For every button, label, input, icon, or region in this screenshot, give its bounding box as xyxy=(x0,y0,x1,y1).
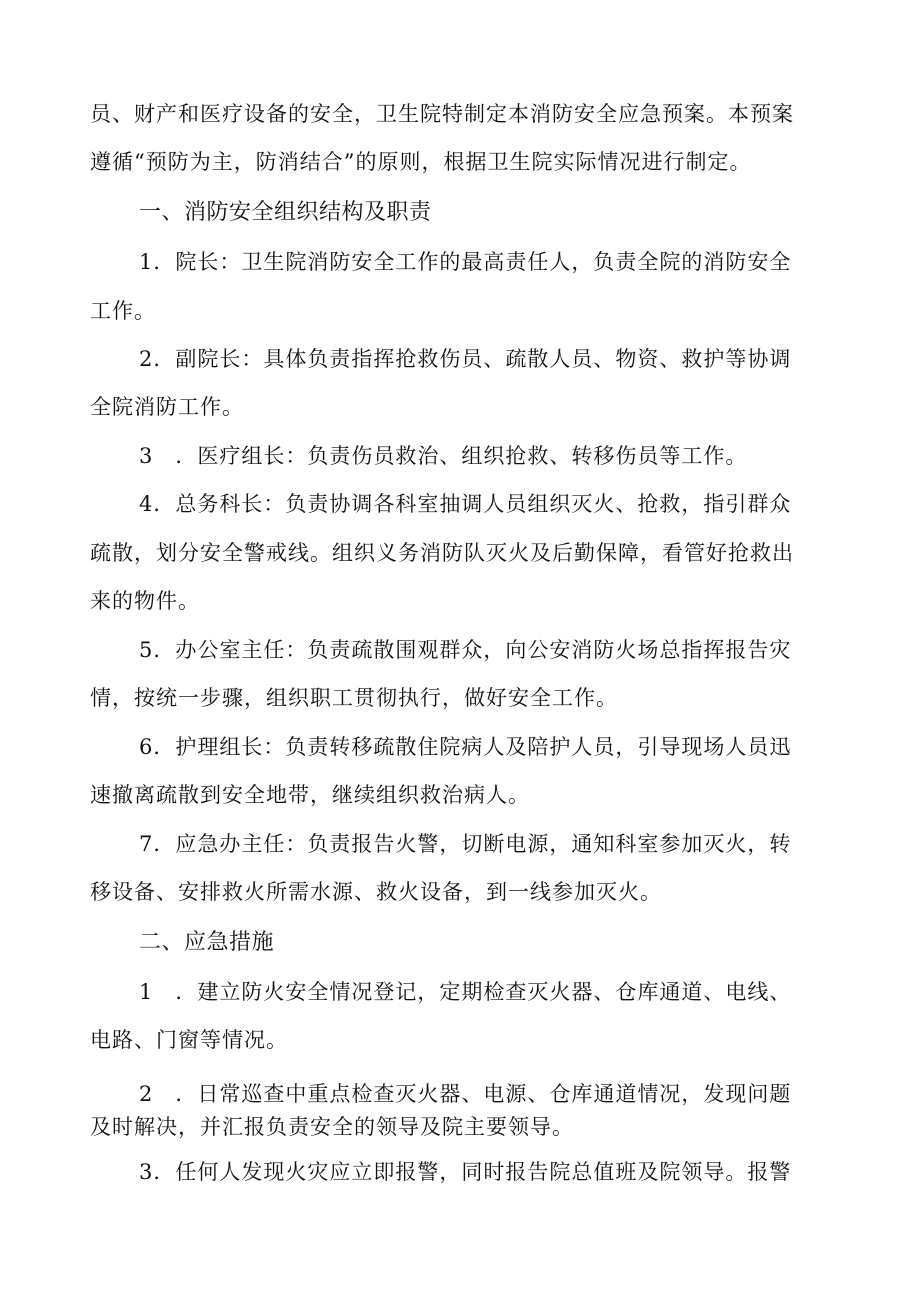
list-item-line: 来的物件。 xyxy=(90,589,200,613)
list-item-line: 6．护理组长：负责转移疏散住院病人及陪护人员，引导现场人员迅 xyxy=(139,735,792,759)
list-item-line: 电路、门窗等情况。 xyxy=(90,1028,288,1052)
list-item-line: 2．副院长：具体负责指挥抢救伤员、疏散人员、物资、救护等协调 xyxy=(139,347,792,371)
body-line: 遵循“预防为主，防消结合”的原则，根据卫生院实际情况进行制定。 xyxy=(90,150,752,174)
section-heading: 一、消防安全组织结构及职责 xyxy=(139,200,432,225)
list-item-line: 7．应急办主任：负责报告火警，切断电源，通知科室参加灭火，转 xyxy=(139,832,792,856)
list-item-line: 5．办公室主任：负责疏散围观群众，向公安消防火场总指挥报告灾 xyxy=(139,638,792,662)
list-item-line: 及时解决，并汇报负责安全的领导及院主要领导。 xyxy=(90,1115,574,1139)
list-item-line: 1．院长：卫生院消防安全工作的最高责任人，负责全院的消防安全 xyxy=(139,250,792,274)
list-item-line: 情，按统一步骤，组织职工贯彻执行，做好安全工作。 xyxy=(90,686,618,710)
list-item-line: 速撤离疏散到安全地带，继续组织救治病人。 xyxy=(90,783,530,807)
list-item-line: 疏散，划分安全警戒线。组织义务消防队灭火及后勤保障，看管好抢救出 xyxy=(90,541,794,565)
list-item-line: 3．任何人发现火灾应立即报警，同时报告院总值班及院领导。报警 xyxy=(139,1160,792,1184)
list-item-line: 1 ．建立防火安全情况登记，定期检查灭火器、仓库通道、电线、 xyxy=(139,980,792,1004)
list-item-line: 移设备、安排救火所需水源、救火设备，到一线参加灭火。 xyxy=(90,880,662,904)
list-item-line: 4．总务科长：负责协调各科室抽调人员组织灭火、抢救，指引群众 xyxy=(139,492,792,516)
list-item-line: 3 ．医疗组长：负责伤员救治、组织抢救、转移伤员等工作。 xyxy=(139,444,748,468)
list-item-line: 2 ．日常巡查中重点检查灭火器、电源、仓库通道情况，发现问题 xyxy=(139,1082,792,1106)
list-item-line: 工作。 xyxy=(90,299,156,323)
body-line: 员、财产和医疗设备的安全，卫生院特制定本消防安全应急预案。本预案 xyxy=(90,102,794,126)
list-item-line: 全院消防工作。 xyxy=(90,395,244,419)
section-heading: 二、应急措施 xyxy=(139,930,275,955)
